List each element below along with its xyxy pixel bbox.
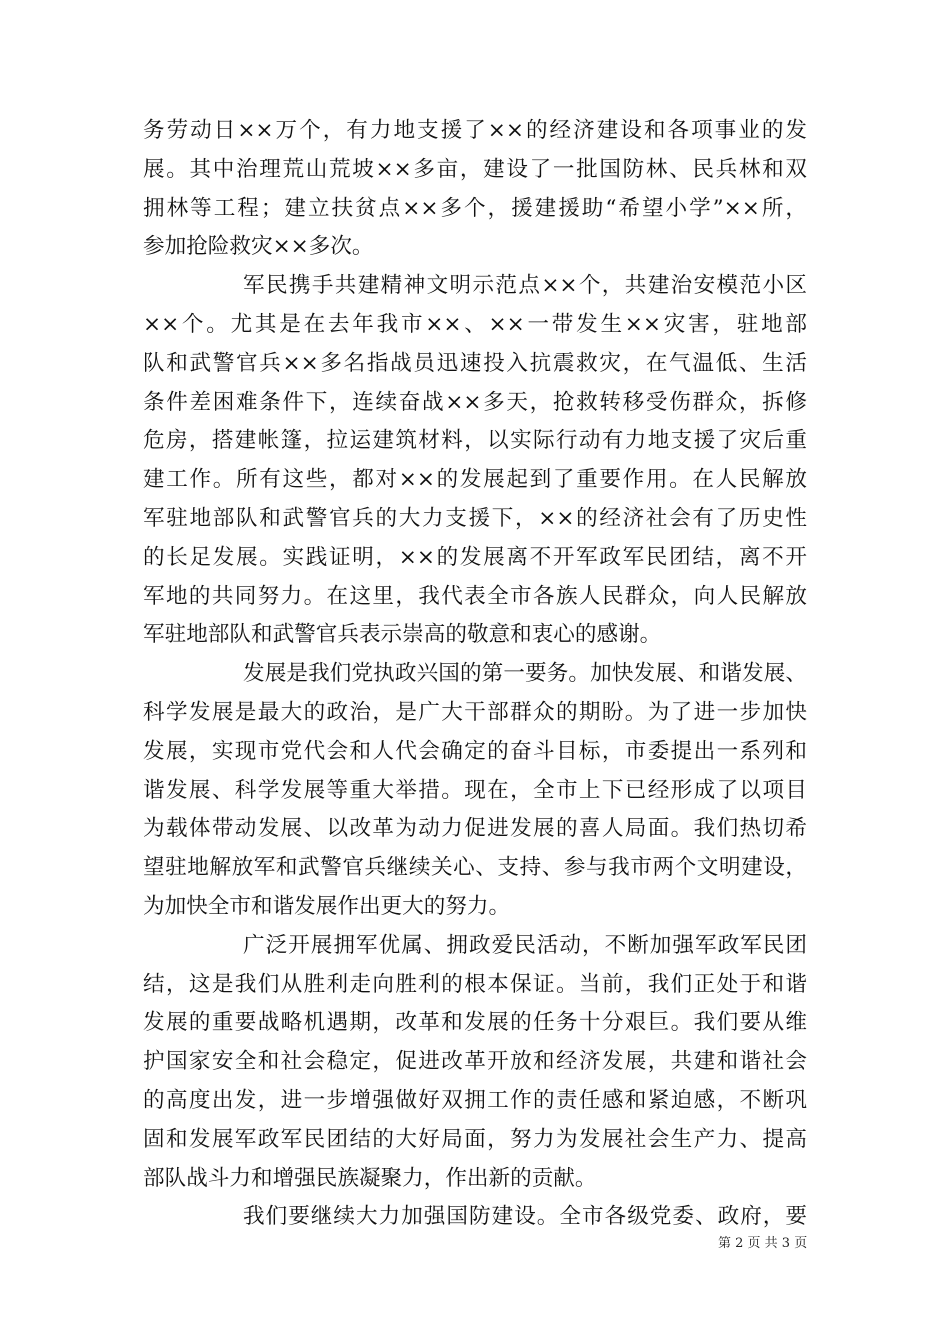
text-line: 军地的共同努力。在这里，我代表全市各族人民群众，向人民解放 — [143, 583, 807, 609]
text-line: 为加快全市和谐发展作出更大的努力。 — [143, 893, 511, 919]
text-line: 结，这是我们从胜利走向胜利的根本保证。当前，我们正处于和谐 — [143, 971, 807, 997]
text-line: 军驻地部队和武警官兵的大力支援下，××的经济社会有了历史性 — [143, 505, 807, 531]
text-line: 危房，搭建帐篷，拉运建筑材料，以实际行动有力地支援了灾后重 — [143, 428, 807, 454]
text-line: 拥林等工程；建立扶贫点××多个，援建援助“希望小学”××所， — [143, 195, 807, 221]
text-line: 发展，实现市党代会和人代会确定的奋斗目标，市委提出一系列和 — [143, 738, 807, 764]
text-line: 条件差困难条件下，连续奋战××多天，抢救转移受伤群众，拆修 — [143, 389, 807, 415]
text-line: 广泛开展拥军优属、拥政爱民活动，不断加强军政军民团 — [243, 932, 807, 958]
text-line: 护国家安全和社会稳定，促进改革开放和经济发展，共建和谐社会 — [143, 1049, 807, 1075]
text-line: 发展的重要战略机遇期，改革和发展的任务十分艰巨。我们要从维 — [143, 1010, 807, 1036]
text-line: 我们要继续大力加强国防建设。全市各级党委、政府，要 — [243, 1204, 807, 1230]
text-line: 发展是我们党执政兴国的第一要务。加快发展、和谐发展、 — [243, 661, 807, 687]
text-line: 谐发展、科学发展等重大举措。现在，全市上下已经形成了以项目 — [143, 777, 807, 803]
text-line: 展。其中治理荒山荒坡××多亩，建设了一批国防林、民兵林和双 — [143, 156, 807, 182]
text-line: 军民携手共建精神文明示范点××个，共建治安模范小区 — [243, 273, 807, 299]
text-line: 队和武警官兵××多名指战员迅速投入抗震救灾，在气温低、生活 — [143, 350, 807, 376]
text-line: 军驻地部队和武警官兵表示崇高的敬意和衷心的感谢。 — [143, 622, 662, 648]
text-line: 务劳动日××万个，有力地支援了××的经济建设和各项事业的发 — [143, 118, 807, 143]
text-line: 参加抢险救灾××多次。 — [143, 234, 374, 260]
text-line: 的长足发展。实践证明，××的发展离不开军政军民团结，离不开 — [143, 544, 807, 570]
page-footer: 第 2 页 共 3 页 — [718, 1236, 808, 1251]
text-line: 科学发展是最大的政治，是广大干部群众的期盼。为了进一步加快 — [143, 699, 807, 725]
document-body — [143, 112, 807, 1237]
text-line: 部队战斗力和增强民族凝聚力，作出新的贡献。 — [143, 1165, 597, 1191]
text-line: 固和发展军政军民团结的大好局面，努力为发展社会生产力、提高 — [143, 1126, 807, 1152]
text-line: 望驻地解放军和武警官兵继续关心、支持、参与我市两个文明建设， — [143, 855, 807, 881]
text-line: 为载体带动发展、以改革为动力促进发展的喜人局面。我们热切希 — [143, 816, 807, 842]
text-line: 的高度出发，进一步增强做好双拥工作的责任感和紧迫感，不断巩 — [143, 1087, 807, 1113]
text-line: 建工作。所有这些，都对××的发展起到了重要作用。在人民解放 — [143, 467, 807, 493]
text-line: ××个。尤其是在去年我市××、××一带发生××灾害，驻地部 — [143, 311, 807, 337]
